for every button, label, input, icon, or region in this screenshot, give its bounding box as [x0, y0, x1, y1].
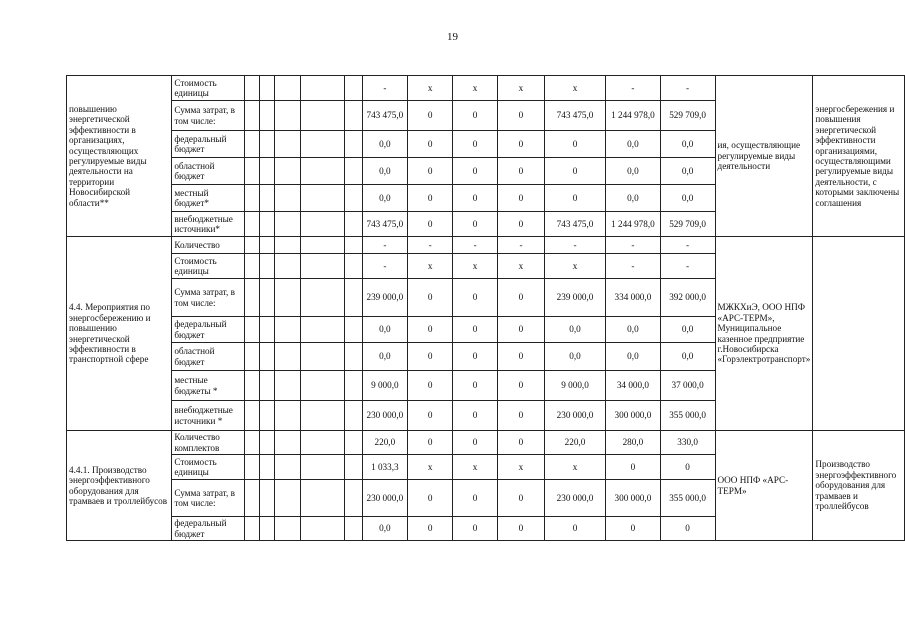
- indicator-label-cell: областной бюджет: [172, 343, 244, 371]
- empty-code-cell: [300, 76, 344, 101]
- empty-code-cell: [259, 401, 274, 431]
- expected-result-cell: энергосбережения и повышения энергетической эффективности организациями, осуществляющими регулируемые виды деятельности, с которыми заключены соглашения: [813, 76, 905, 237]
- empty-code-cell: [259, 317, 274, 343]
- value-cell: 743 475,0: [362, 101, 408, 131]
- empty-code-cell: [244, 517, 259, 541]
- value-cell: -: [606, 254, 660, 279]
- value-cell: 0,0: [544, 317, 605, 343]
- value-cell: 0: [498, 371, 545, 401]
- value-cell: 0: [498, 212, 545, 237]
- value-cell: 0: [408, 431, 453, 455]
- indicator-label-cell: Стоимость единицы: [172, 76, 244, 101]
- value-cell: 0: [498, 517, 545, 541]
- empty-code-cell: [274, 371, 300, 401]
- value-cell: 0,0: [362, 317, 408, 343]
- executor-cell: ООО НПФ «АРС-ТЕРМ»: [715, 431, 813, 541]
- indicator-label-cell: федеральный бюджет: [172, 517, 244, 541]
- value-cell: x: [408, 254, 453, 279]
- empty-code-cell: [300, 237, 344, 254]
- empty-code-cell: [259, 212, 274, 237]
- empty-code-cell: [244, 76, 259, 101]
- empty-code-cell: [300, 317, 344, 343]
- value-cell: 0,0: [660, 158, 715, 185]
- empty-code-cell: [274, 76, 300, 101]
- value-cell: x: [408, 455, 453, 480]
- value-cell: 1 244 978,0: [606, 101, 660, 131]
- empty-code-cell: [300, 101, 344, 131]
- value-cell: 34 000,0: [606, 371, 660, 401]
- empty-code-cell: [259, 455, 274, 480]
- empty-code-cell: [300, 158, 344, 185]
- value-cell: 0: [453, 131, 498, 158]
- value-cell: 0,0: [606, 343, 660, 371]
- indicator-label-cell: внебюджетные источники *: [172, 401, 244, 431]
- empty-code-cell: [274, 455, 300, 480]
- empty-code-cell: [244, 131, 259, 158]
- expected-result-cell: Производство энергоэффективного оборудования для трамваев и троллейбусов: [813, 431, 905, 541]
- table-row: [67, 431, 905, 455]
- value-cell: 0: [408, 101, 453, 131]
- empty-code-cell: [300, 517, 344, 541]
- empty-code-cell: [300, 185, 344, 212]
- empty-code-cell: [244, 343, 259, 371]
- empty-code-cell: [300, 131, 344, 158]
- activity-name-cell: повышению энергетической эффективности в организациях, осуществляющих регулируемые виды деятельности на территории Новосибирской области**: [67, 76, 172, 237]
- value-cell: 0,0: [606, 158, 660, 185]
- empty-code-cell: [344, 431, 362, 455]
- value-cell: 0: [453, 517, 498, 541]
- value-cell: 0: [453, 431, 498, 455]
- empty-code-cell: [274, 237, 300, 254]
- empty-code-cell: [274, 401, 300, 431]
- value-cell: 392 000,0: [660, 279, 715, 317]
- empty-code-cell: [259, 254, 274, 279]
- value-cell: 0: [498, 131, 545, 158]
- value-cell: -: [498, 237, 545, 254]
- empty-code-cell: [300, 455, 344, 480]
- empty-code-cell: [274, 279, 300, 317]
- value-cell: 0: [498, 317, 545, 343]
- value-cell: 0,0: [606, 317, 660, 343]
- value-cell: 230 000,0: [544, 480, 605, 517]
- value-cell: 0: [544, 131, 605, 158]
- value-cell: 0: [408, 517, 453, 541]
- value-cell: 0: [498, 343, 545, 371]
- indicator-label-cell: Стоимость единицы: [172, 254, 244, 279]
- empty-code-cell: [259, 279, 274, 317]
- value-cell: 0: [498, 431, 545, 455]
- value-cell: 0: [544, 158, 605, 185]
- value-cell: 0: [453, 101, 498, 131]
- value-cell: 0: [453, 371, 498, 401]
- empty-code-cell: [274, 317, 300, 343]
- indicator-label-cell: внебюджетные источники*: [172, 212, 244, 237]
- indicator-label-cell: федеральный бюджет: [172, 317, 244, 343]
- value-cell: -: [453, 237, 498, 254]
- value-cell: 0: [498, 101, 545, 131]
- value-cell: 529 709,0: [660, 212, 715, 237]
- empty-code-cell: [274, 517, 300, 541]
- value-cell: 0,0: [606, 185, 660, 212]
- indicator-label-cell: федеральный бюджет: [172, 131, 244, 158]
- value-cell: 0: [408, 401, 453, 431]
- empty-code-cell: [344, 237, 362, 254]
- table-row: [67, 76, 905, 101]
- value-cell: 0: [453, 317, 498, 343]
- table-row: [67, 237, 905, 254]
- empty-code-cell: [259, 480, 274, 517]
- value-cell: -: [362, 237, 408, 254]
- empty-code-cell: [274, 158, 300, 185]
- value-cell: -: [408, 237, 453, 254]
- value-cell: x: [544, 455, 605, 480]
- value-cell: 0,0: [362, 131, 408, 158]
- indicator-label-cell: местные бюджеты *: [172, 371, 244, 401]
- empty-code-cell: [344, 254, 362, 279]
- empty-code-cell: [344, 371, 362, 401]
- empty-code-cell: [344, 317, 362, 343]
- value-cell: 0,0: [362, 158, 408, 185]
- empty-code-cell: [274, 101, 300, 131]
- page-number: 19: [447, 31, 458, 43]
- empty-code-cell: [259, 185, 274, 212]
- empty-code-cell: [300, 431, 344, 455]
- empty-code-cell: [300, 212, 344, 237]
- value-cell: 0: [606, 517, 660, 541]
- value-cell: 0,0: [660, 185, 715, 212]
- value-cell: 0: [453, 401, 498, 431]
- value-cell: 230 000,0: [544, 401, 605, 431]
- empty-code-cell: [259, 237, 274, 254]
- indicator-label-cell: местный бюджет*: [172, 185, 244, 212]
- empty-code-cell: [344, 76, 362, 101]
- value-cell: 355 000,0: [660, 401, 715, 431]
- empty-code-cell: [344, 279, 362, 317]
- value-cell: -: [544, 237, 605, 254]
- empty-code-cell: [244, 158, 259, 185]
- empty-code-cell: [259, 371, 274, 401]
- empty-code-cell: [244, 254, 259, 279]
- value-cell: x: [544, 76, 605, 101]
- activity-name-cell: 4.4. Мероприятия по энергосбережению и повышению энергетической эффективности в транспортной сфере: [67, 237, 172, 431]
- program-activities-table: [66, 75, 905, 541]
- empty-code-cell: [244, 237, 259, 254]
- empty-code-cell: [344, 480, 362, 517]
- value-cell: 280,0: [606, 431, 660, 455]
- indicator-label-cell: областной бюджет: [172, 158, 244, 185]
- empty-code-cell: [344, 185, 362, 212]
- value-cell: 0,0: [660, 131, 715, 158]
- value-cell: 9 000,0: [362, 371, 408, 401]
- value-cell: 0,0: [606, 131, 660, 158]
- value-cell: 220,0: [362, 431, 408, 455]
- value-cell: 0: [408, 185, 453, 212]
- empty-code-cell: [344, 101, 362, 131]
- empty-code-cell: [259, 343, 274, 371]
- empty-code-cell: [344, 455, 362, 480]
- value-cell: 220,0: [544, 431, 605, 455]
- value-cell: -: [362, 254, 408, 279]
- value-cell: 0,0: [660, 317, 715, 343]
- empty-code-cell: [344, 131, 362, 158]
- value-cell: x: [453, 254, 498, 279]
- value-cell: 1 033,3: [362, 455, 408, 480]
- value-cell: 743 475,0: [544, 101, 605, 131]
- value-cell: 743 475,0: [544, 212, 605, 237]
- empty-code-cell: [244, 455, 259, 480]
- empty-code-cell: [300, 343, 344, 371]
- empty-code-cell: [344, 343, 362, 371]
- empty-code-cell: [259, 517, 274, 541]
- value-cell: 0: [408, 480, 453, 517]
- value-cell: 230 000,0: [362, 401, 408, 431]
- empty-code-cell: [274, 431, 300, 455]
- value-cell: -: [606, 237, 660, 254]
- value-cell: 0,0: [362, 517, 408, 541]
- value-cell: x: [498, 254, 545, 279]
- empty-code-cell: [259, 158, 274, 185]
- value-cell: 0: [498, 158, 545, 185]
- empty-code-cell: [244, 185, 259, 212]
- empty-code-cell: [344, 517, 362, 541]
- value-cell: 0: [453, 212, 498, 237]
- value-cell: 355 000,0: [660, 480, 715, 517]
- value-cell: 529 709,0: [660, 101, 715, 131]
- value-cell: 330,0: [660, 431, 715, 455]
- empty-code-cell: [300, 254, 344, 279]
- value-cell: 0: [660, 455, 715, 480]
- empty-code-cell: [259, 76, 274, 101]
- empty-code-cell: [244, 431, 259, 455]
- value-cell: 0: [453, 343, 498, 371]
- value-cell: 0: [408, 131, 453, 158]
- value-cell: 0,0: [362, 343, 408, 371]
- empty-code-cell: [244, 401, 259, 431]
- value-cell: 0: [544, 185, 605, 212]
- empty-code-cell: [300, 371, 344, 401]
- value-cell: -: [606, 76, 660, 101]
- value-cell: x: [498, 455, 545, 480]
- value-cell: 0: [498, 185, 545, 212]
- value-cell: 0,0: [362, 185, 408, 212]
- value-cell: 300 000,0: [606, 480, 660, 517]
- empty-code-cell: [300, 401, 344, 431]
- value-cell: -: [660, 76, 715, 101]
- indicator-label-cell: Количество: [172, 237, 244, 254]
- empty-code-cell: [244, 371, 259, 401]
- empty-code-cell: [244, 317, 259, 343]
- empty-code-cell: [244, 279, 259, 317]
- value-cell: 9 000,0: [544, 371, 605, 401]
- value-cell: 0: [453, 158, 498, 185]
- value-cell: 0: [408, 212, 453, 237]
- activity-name-cell: 4.4.1. Производство энергоэффективного оборудования для трамваев и троллейбусов: [67, 431, 172, 541]
- value-cell: x: [408, 76, 453, 101]
- empty-code-cell: [244, 480, 259, 517]
- value-cell: 0: [453, 185, 498, 212]
- value-cell: 0: [544, 517, 605, 541]
- value-cell: 0: [408, 343, 453, 371]
- value-cell: x: [498, 76, 545, 101]
- value-cell: 0: [498, 480, 545, 517]
- indicator-label-cell: Стоимость единицы: [172, 455, 244, 480]
- empty-code-cell: [274, 254, 300, 279]
- value-cell: 0: [408, 158, 453, 185]
- indicator-label-cell: Сумма затрат, в том числе:: [172, 480, 244, 517]
- empty-code-cell: [344, 212, 362, 237]
- value-cell: 0: [408, 279, 453, 317]
- value-cell: -: [362, 76, 408, 101]
- expected-result-cell: [813, 237, 905, 431]
- indicator-label-cell: Сумма затрат, в том числе:: [172, 101, 244, 131]
- value-cell: -: [660, 254, 715, 279]
- empty-code-cell: [300, 480, 344, 517]
- empty-code-cell: [274, 343, 300, 371]
- indicator-label-cell: Количество комплектов: [172, 431, 244, 455]
- executor-cell: МЖКХиЭ, ООО НПФ «АРС-ТЕРМ», Муниципальное казенное предприятие г.Новосибирска «Горэлектротранспорт»: [715, 237, 813, 431]
- value-cell: 1 244 978,0: [606, 212, 660, 237]
- value-cell: 334 000,0: [606, 279, 660, 317]
- value-cell: -: [660, 237, 715, 254]
- empty-code-cell: [274, 480, 300, 517]
- empty-code-cell: [244, 212, 259, 237]
- empty-code-cell: [344, 158, 362, 185]
- value-cell: 0: [408, 371, 453, 401]
- empty-code-cell: [259, 431, 274, 455]
- value-cell: 239 000,0: [544, 279, 605, 317]
- value-cell: 0: [498, 279, 545, 317]
- value-cell: 0,0: [660, 343, 715, 371]
- value-cell: 0: [453, 279, 498, 317]
- value-cell: 743 475,0: [362, 212, 408, 237]
- value-cell: x: [544, 254, 605, 279]
- value-cell: 37 000,0: [660, 371, 715, 401]
- empty-code-cell: [274, 212, 300, 237]
- empty-code-cell: [244, 101, 259, 131]
- value-cell: x: [453, 76, 498, 101]
- indicator-label-cell: Сумма затрат, в том числе:: [172, 279, 244, 317]
- empty-code-cell: [300, 279, 344, 317]
- value-cell: 239 000,0: [362, 279, 408, 317]
- value-cell: 0: [498, 401, 545, 431]
- empty-code-cell: [259, 101, 274, 131]
- value-cell: x: [453, 455, 498, 480]
- value-cell: 0: [660, 517, 715, 541]
- value-cell: 0: [453, 480, 498, 517]
- value-cell: 0: [606, 455, 660, 480]
- empty-code-cell: [274, 131, 300, 158]
- empty-code-cell: [274, 185, 300, 212]
- value-cell: 300 000,0: [606, 401, 660, 431]
- empty-code-cell: [344, 401, 362, 431]
- executor-cell: ия, осуществляющие регулируемые виды деятельности: [715, 76, 813, 237]
- value-cell: 230 000,0: [362, 480, 408, 517]
- empty-code-cell: [259, 131, 274, 158]
- value-cell: 0: [408, 317, 453, 343]
- value-cell: 0,0: [544, 343, 605, 371]
